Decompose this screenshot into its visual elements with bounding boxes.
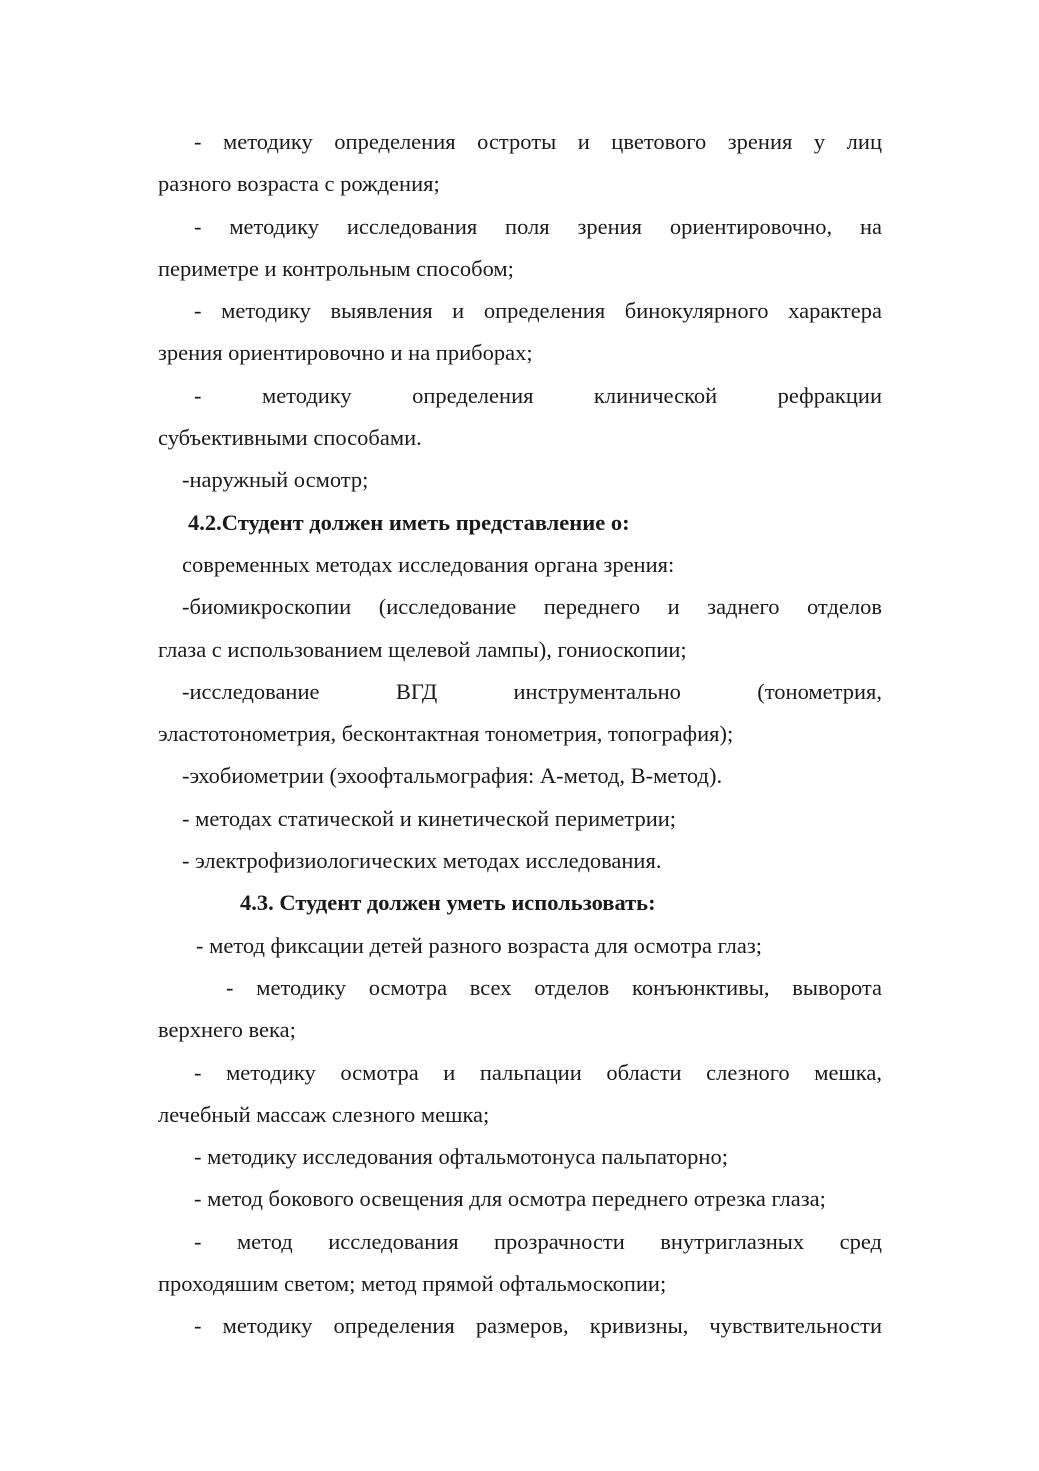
paragraph-refraction-line-1: - методику определения клинической рефракции: [194, 382, 882, 408]
paragraph-binocular-line-2: зрения ориентировочно и на приборах;: [158, 340, 533, 366]
document-body: [158, 121, 882, 1348]
paragraph-conjunctiva-line-1: - методику осмотра всех отделов конъюнктивы, выворота: [226, 974, 882, 1000]
paragraph-visual-acuity-line-1: - методику определения остроты и цветового зрения у лиц: [194, 129, 882, 154]
paragraph-fixation: - метод фиксации детей разного возраста для осмотра глаз;: [196, 932, 763, 958]
paragraph-lacrimal-sac-line-1: - методику осмотра и пальпации области слезного мешка,: [194, 1059, 882, 1085]
section-heading-4-2: 4.2.Студент должен иметь представление о:: [188, 509, 630, 535]
paragraph-lacrimal-sac-line-2: лечебный массаж слезного мешка;: [158, 1101, 490, 1127]
section-heading-4-3: 4.3. Студент должен уметь использовать:: [240, 890, 656, 916]
paragraph-ophthalmotonus: - методику исследования офтальмотонуса пальпаторно;: [194, 1144, 728, 1170]
paragraph-refraction-line-2: субъективными способами.: [158, 425, 422, 451]
paragraph-iop-line-2: эластотонометрия, бесконтактная тонометрия, топография);: [158, 721, 734, 747]
paragraph-visual-field-line-2: периметре и контрольным способом;: [158, 255, 514, 281]
paragraph-cornea-measurement: - методику определения размеров, кривизны, чувствительности: [194, 1313, 882, 1339]
paragraph-visual-field-line-1: - методику исследования поля зрения ориентировочно, на: [194, 213, 882, 239]
paragraph-visual-acuity-line-2: разного возраста с рождения;: [158, 171, 440, 197]
paragraph-iop-line-1: -исследование ВГД инструментально (тонометрия,: [182, 678, 882, 704]
paragraph-transparency-line-2: проходяшим светом; метод прямой офтальмоскопии;: [158, 1271, 667, 1297]
paragraph-biomicroscopy-line-2: глаза с использованием щелевой лампы), гониоскопии;: [158, 636, 687, 662]
paragraph-transparency-line-1: - метод исследования прозрачности внутриглазных сред: [194, 1228, 882, 1254]
paragraph-echobiometry: -эхобиометрии (эхоофтальмография: А-метод, В-метод).: [182, 763, 723, 789]
paragraph-electrophysiology: - электрофизиологических методах исследования.: [182, 848, 662, 874]
paragraph-conjunctiva-line-2: верхнего века;: [158, 1017, 296, 1043]
paragraph-lateral-illumination: - метод бокового освещения для осмотра переднего отрезка глаза;: [194, 1186, 826, 1212]
paragraph-biomicroscopy-line-1: -биомикроскопии (исследование переднего и заднего отделов: [182, 594, 882, 620]
paragraph-perimetry: - методах статической и кинетической периметрии;: [182, 805, 677, 831]
paragraph-binocular-line-1: - методику выявления и определения бинокулярного характера: [194, 298, 882, 324]
paragraph-modern-methods: современных методах исследования органа зрения:: [182, 551, 675, 577]
paragraph-external-exam: -наружный осмотр;: [182, 467, 369, 493]
